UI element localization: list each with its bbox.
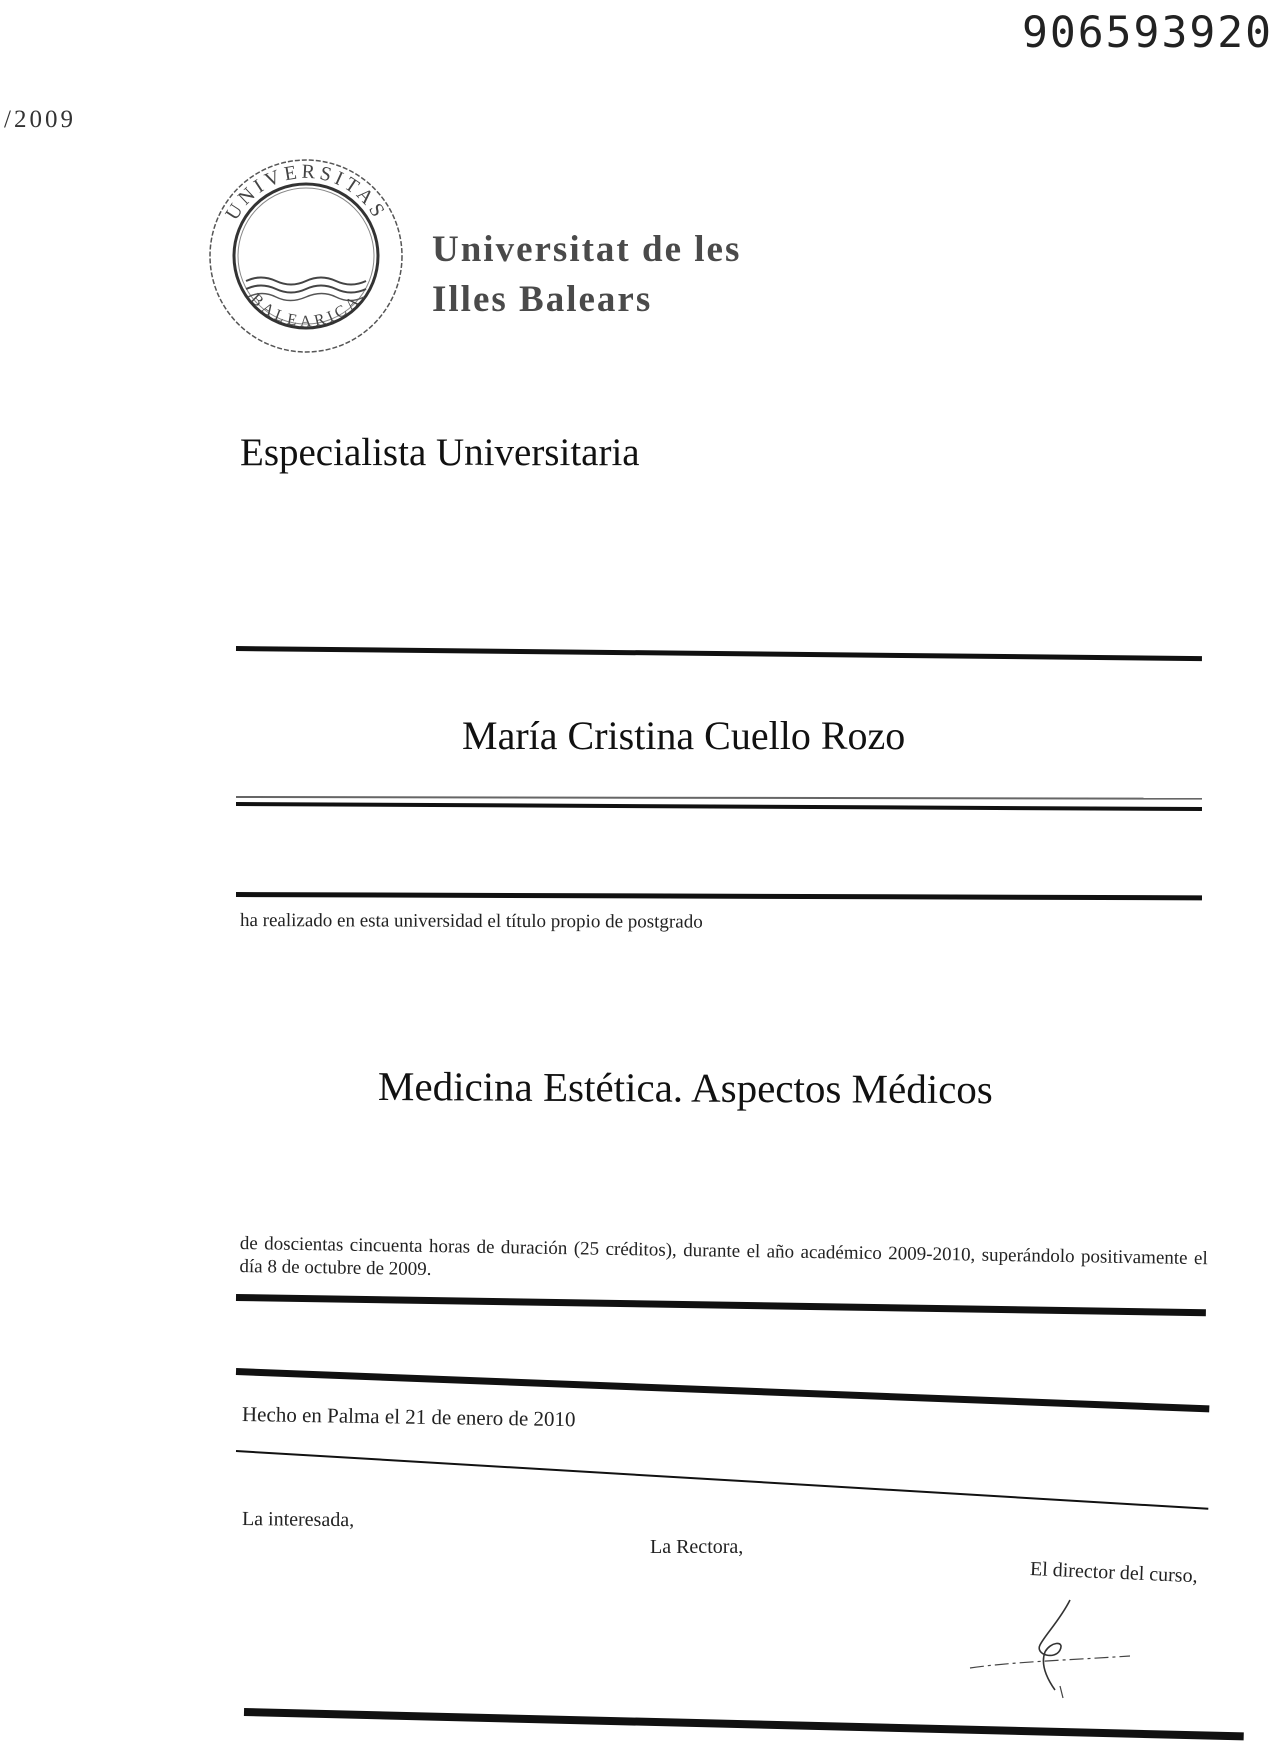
director-signature-icon	[960, 1590, 1140, 1700]
document-number: 906593920	[1022, 8, 1273, 58]
signature-label-holder: La interesada,	[241, 1508, 355, 1532]
rule-8	[244, 1708, 1244, 1740]
rule-1	[236, 646, 1202, 661]
intro-text: ha realizado en esta universidad el título propio de postgrado	[239, 910, 703, 933]
rule-5	[236, 1294, 1206, 1316]
signature-label-rector: La Rectora,	[650, 1536, 744, 1558]
signature-label-director: El director del curso,	[1029, 1558, 1199, 1588]
reference-year: /2009	[4, 106, 76, 133]
degree-type: Especialista Universitaria	[240, 431, 640, 474]
seal-text-top: UNIVERSITAS	[221, 160, 391, 225]
university-name-line2: Illes Balears	[432, 279, 653, 320]
university-seal-icon	[206, 156, 406, 356]
seal-text-bottom: BALEARICA	[247, 290, 365, 331]
rule-3	[236, 802, 1202, 811]
place-date: Hecho en Palma el 21 de enero de 2010	[241, 1402, 576, 1432]
rule-2	[236, 796, 1202, 800]
duration-text: de doscientas cincuenta horas de duración (25 créditos), durante el año académico 2009-2010, superándolo positivamente el día 8 de octubre de 2009.	[239, 1232, 1208, 1281]
rule-7	[236, 1450, 1208, 1510]
holder-name: María Cristina Cuello Rozo	[462, 713, 906, 758]
rule-4	[236, 892, 1202, 900]
university-name-line1: Universitat de les	[432, 229, 742, 270]
course-title: Medicina Estética. Aspectos Médicos	[377, 1063, 993, 1113]
